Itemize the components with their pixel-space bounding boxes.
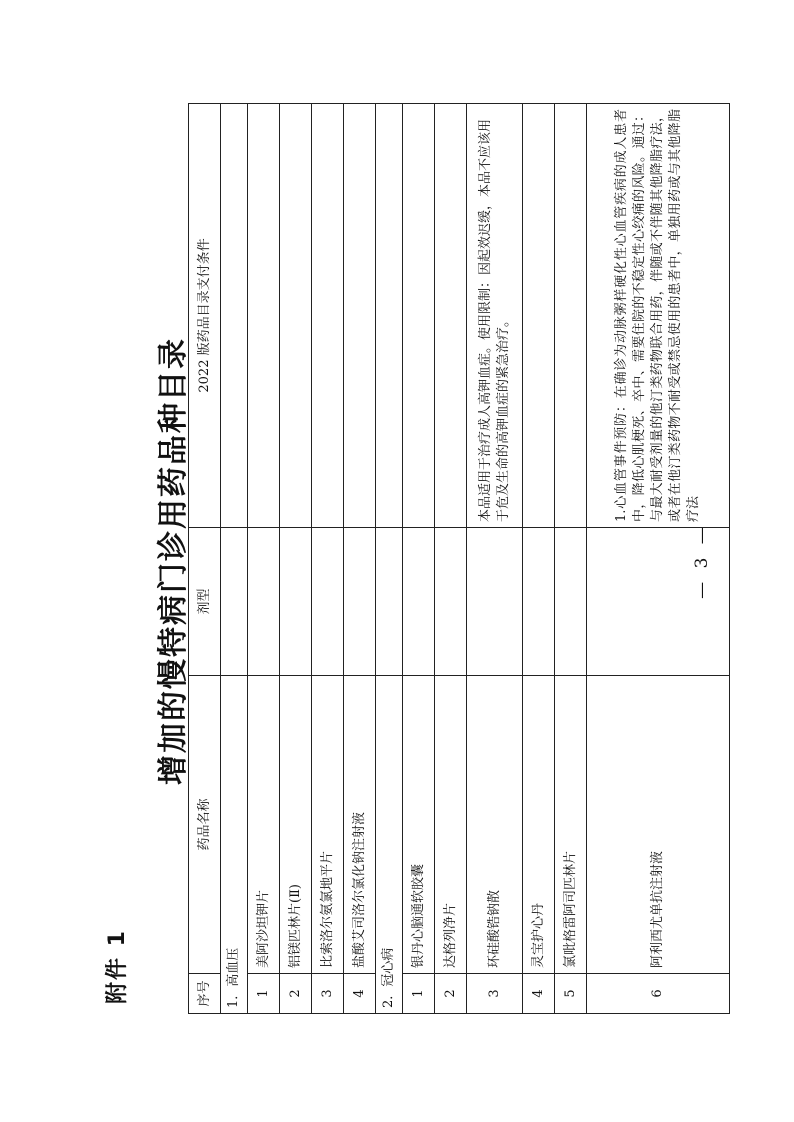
payment-condition [435,104,467,528]
dosage-form [344,528,376,676]
drug-name: 盐酸艾司洛尔氯化钠注射液 [344,676,376,974]
table-row [280,104,312,1014]
row-no: 1 [403,974,435,1014]
table-row [312,104,344,1014]
payment-condition: 本品适用于治疗成人高钾血症。使用限制：因起效迟缓，本品不应该用于危及生命的高钾血症的紧急治疗。 [467,104,523,528]
table-cell [221,528,248,676]
dosage-form [467,528,523,676]
table-row [467,104,523,1014]
section-row-coronary-heart-disease [376,104,403,1014]
table-cell [376,104,403,528]
payment-condition: 1.心血管事件预防：在确诊为动脉粥样硬化性心血管疾病的成人患者中，降低心肌梗死、卒中、需要住院的不稳定性心绞痛的风险。通过：与最大耐受剂量的他汀类药物联合用药，伴随或不伴随其他降脂疗法，或者在他汀类药物不耐受或禁忌使用的患者中，单独用药或与其他降脂疗法 [587,104,730,528]
dosage-form [248,528,280,676]
table-cell [376,528,403,676]
table-row [344,104,376,1014]
drug-name: 灵宝护心丹 [523,676,555,974]
header-drug-name: 药品名称 [189,676,221,974]
drug-name: 阿利西尤单抗注射液 [587,676,730,974]
page-number: — 3 — [692,523,712,599]
payment-condition [280,104,312,528]
drug-name: 达格列净片 [435,676,467,974]
payment-condition [523,104,555,528]
dosage-form [555,528,587,676]
section-label: 2．冠心病 [376,676,403,1014]
drug-name: 环硅酸锆钠散 [467,676,523,974]
section-label: 1．高血压 [221,676,248,1014]
table-row [435,104,467,1014]
document-title: 增加的慢特病门诊用药品种目录 [156,337,191,785]
header-no: 序号 [189,974,221,1014]
section-row-hypertension [221,104,248,1014]
table-row [555,104,587,1014]
payment-condition [403,104,435,528]
table-row [523,104,555,1014]
drug-name: 比索洛尔氨氯地平片 [312,676,344,974]
row-no: 5 [555,974,587,1014]
row-no: 3 [467,974,523,1014]
payment-condition [312,104,344,528]
drug-name: 银丹心脑通软胶囊 [403,676,435,974]
drug-catalog-table [188,103,730,1014]
dosage-form [280,528,312,676]
payment-condition [555,104,587,528]
table-cell [221,104,248,528]
row-no: 2 [280,974,312,1014]
row-no: 4 [344,974,376,1014]
drug-name: 铝镁匹林片(Ⅱ) [280,676,312,974]
header-payment-condition: 2022 版药品目录支付条件 [189,104,221,528]
drug-name: 美阿沙坦钾片 [248,676,280,974]
row-no: 4 [523,974,555,1014]
table-header-row [189,104,221,1014]
header-dosage-form: 剂型 [189,528,221,676]
row-no: 3 [312,974,344,1014]
dosage-form [435,528,467,676]
drug-name: 氯吡格雷阿司匹林片 [555,676,587,974]
row-no: 1 [248,974,280,1014]
row-no: 6 [587,974,730,1014]
annex-label: 附件 1 [105,929,130,1004]
table-row [248,104,280,1014]
dosage-form [403,528,435,676]
dosage-form [523,528,555,676]
dosage-form [312,528,344,676]
payment-condition [248,104,280,528]
payment-condition [344,104,376,528]
table-row [403,104,435,1014]
row-no: 2 [435,974,467,1014]
